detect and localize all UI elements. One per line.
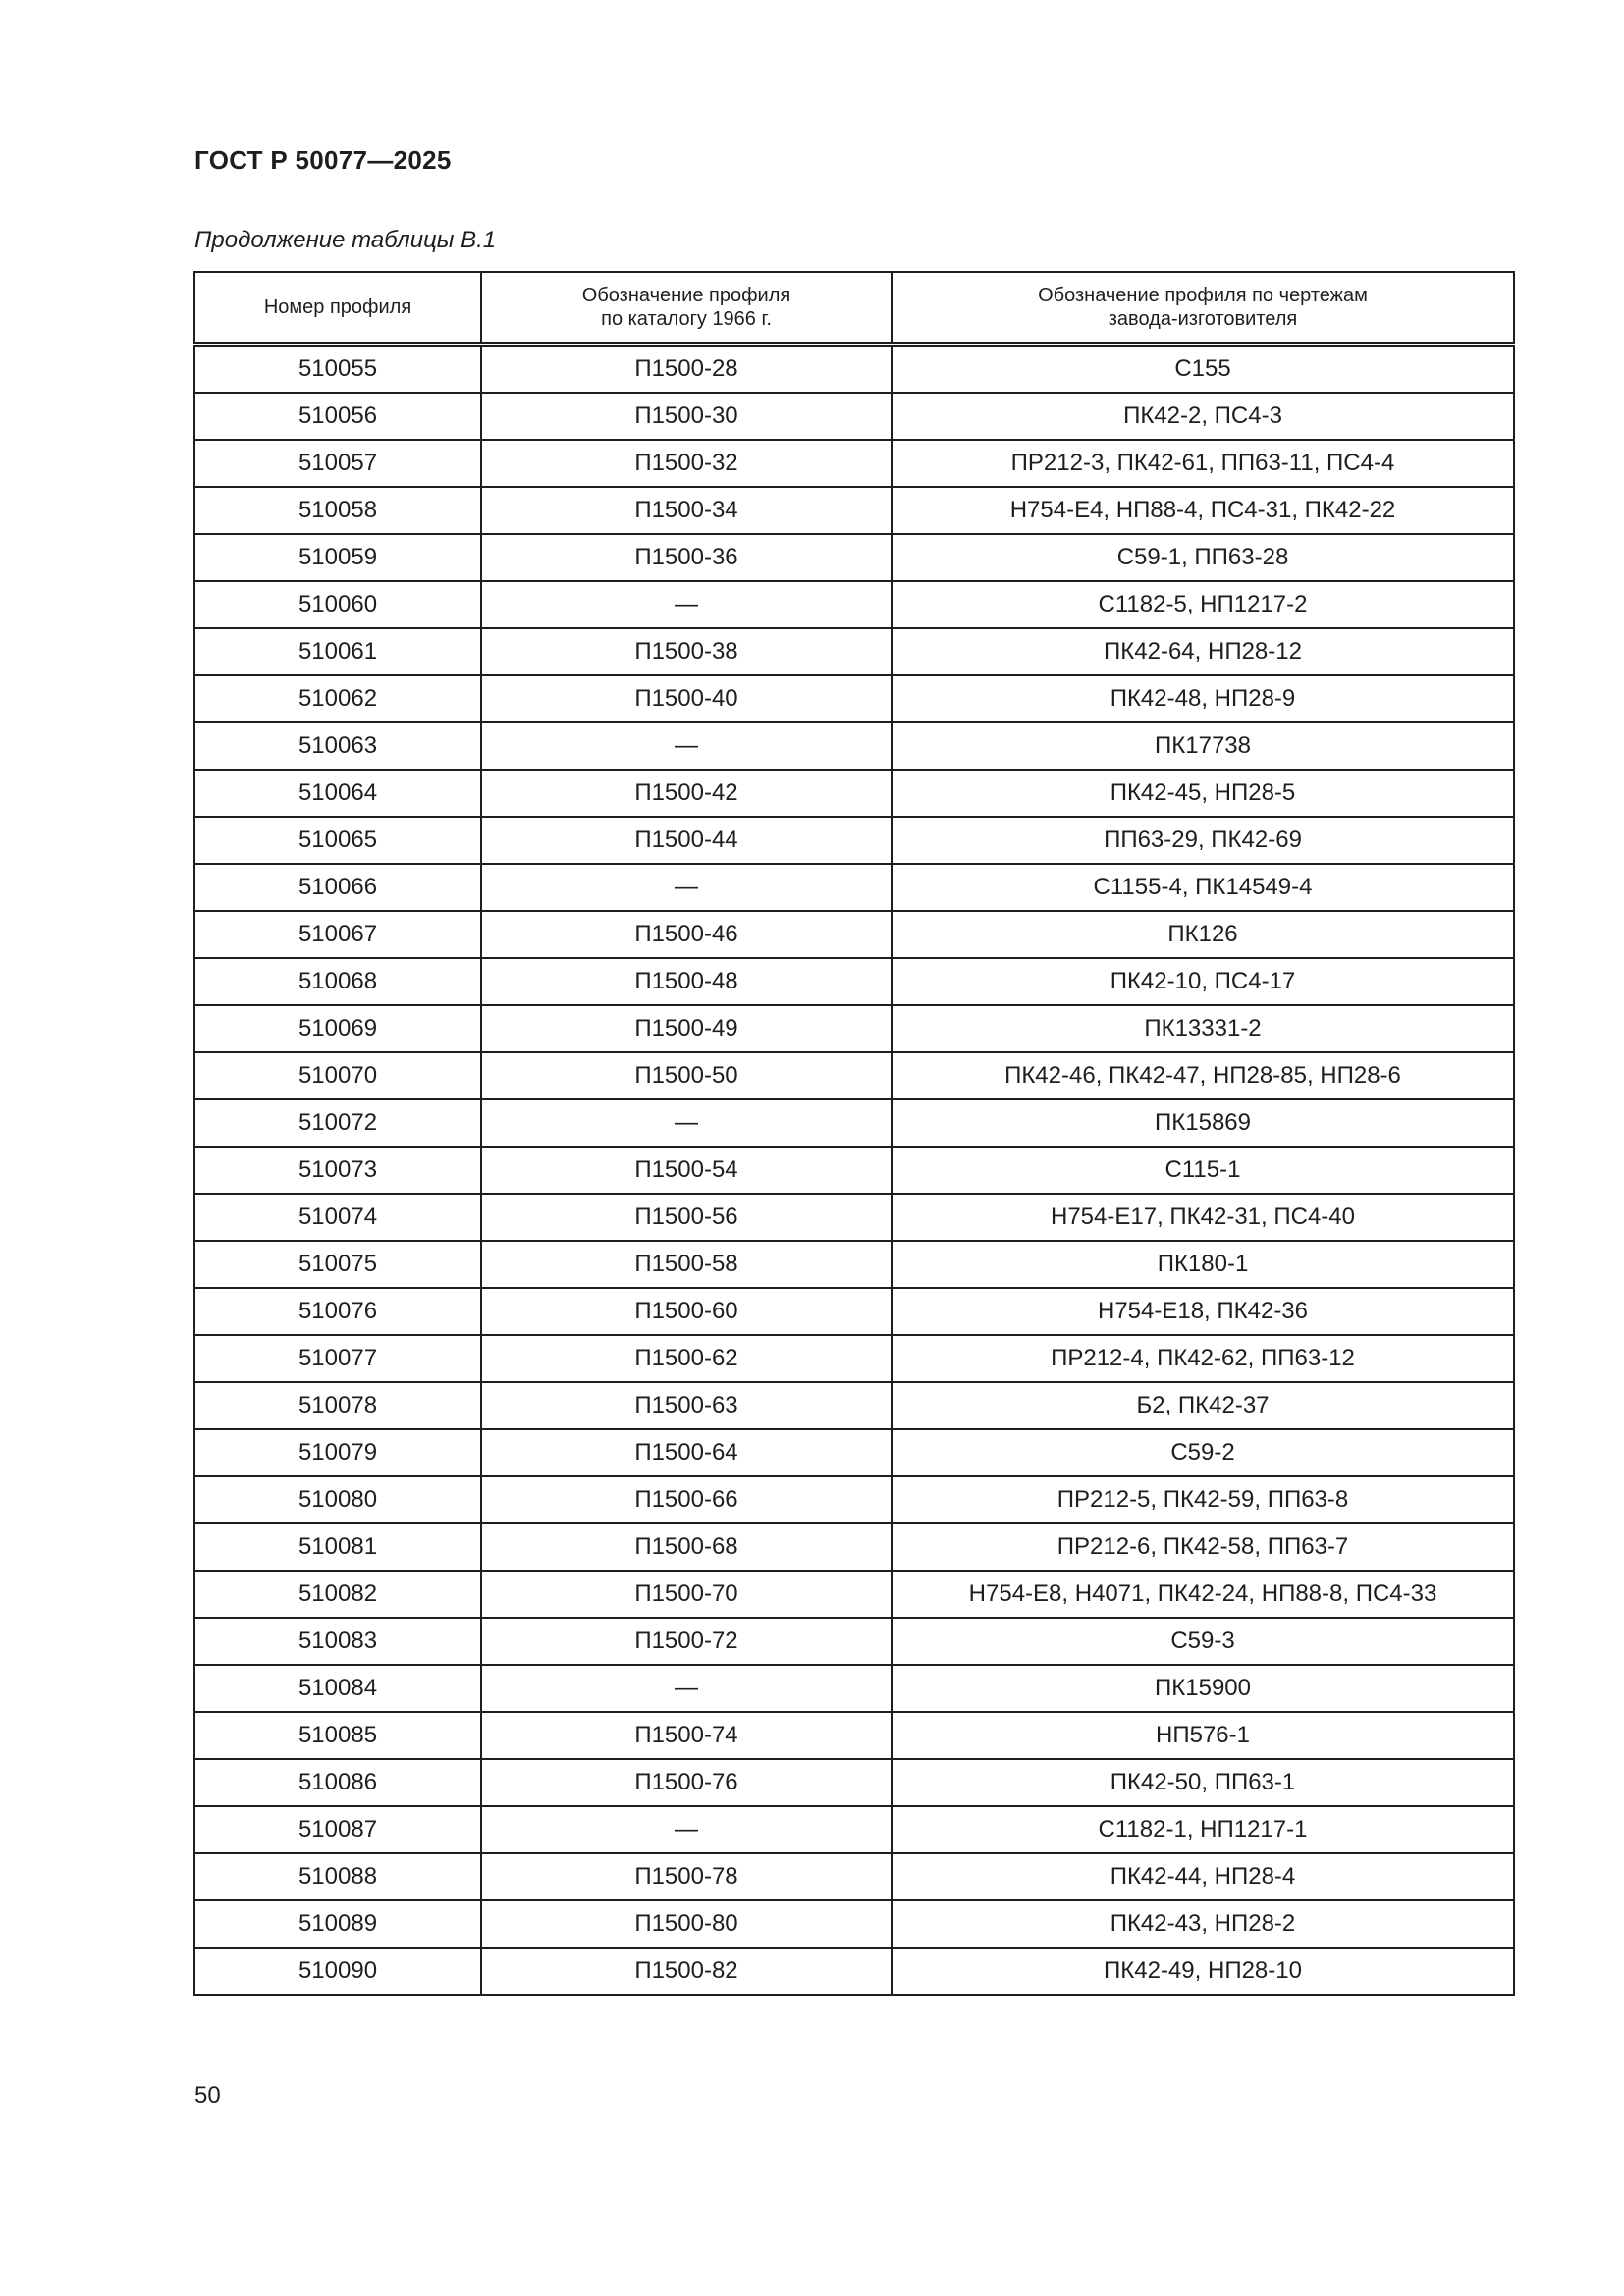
cell-factory-designation: Н754-Е8, Н4071, ПК42-24, НП88-8, ПС4-33 <box>892 1571 1514 1618</box>
page-number: 50 <box>194 2082 221 2109</box>
cell-profile-number: 510062 <box>194 675 481 722</box>
table-row <box>194 1005 1514 1052</box>
profile-table <box>193 271 1515 1996</box>
cell-profile-number: 510082 <box>194 1571 481 1618</box>
table-row <box>194 1288 1514 1335</box>
cell-factory-designation: С1182-1, НП1217-1 <box>892 1806 1514 1853</box>
cell-profile-number: 510059 <box>194 534 481 581</box>
cell-catalog-designation: — <box>481 1099 892 1147</box>
cell-profile-number: 510081 <box>194 1523 481 1571</box>
table-row <box>194 628 1514 675</box>
cell-profile-number: 510067 <box>194 911 481 958</box>
cell-profile-number: 510072 <box>194 1099 481 1147</box>
cell-profile-number: 510070 <box>194 1052 481 1099</box>
table-row <box>194 1618 1514 1665</box>
cell-factory-designation: С1155-4, ПК14549-4 <box>892 864 1514 911</box>
cell-catalog-designation: П1500-64 <box>481 1429 892 1476</box>
cell-profile-number: 510068 <box>194 958 481 1005</box>
table-row <box>194 1147 1514 1194</box>
table-row <box>194 1900 1514 1948</box>
cell-catalog-designation: — <box>481 581 892 628</box>
cell-profile-number: 510086 <box>194 1759 481 1806</box>
cell-factory-designation: ПК13331-2 <box>892 1005 1514 1052</box>
table-header-row <box>194 272 1514 345</box>
cell-profile-number: 510064 <box>194 770 481 817</box>
column-header-line: Номер профиля <box>263 296 412 318</box>
cell-profile-number: 510058 <box>194 487 481 534</box>
cell-catalog-designation: П1500-58 <box>481 1241 892 1288</box>
cell-factory-designation: ПК15869 <box>892 1099 1514 1147</box>
table-row <box>194 1052 1514 1099</box>
cell-catalog-designation: П1500-62 <box>481 1335 892 1382</box>
table-row <box>194 345 1514 394</box>
cell-factory-designation: Н754-Е4, НП88-4, ПС4-31, ПК42-22 <box>892 487 1514 534</box>
cell-profile-number: 510061 <box>194 628 481 675</box>
cell-catalog-designation: — <box>481 864 892 911</box>
cell-factory-designation: НП576-1 <box>892 1712 1514 1759</box>
cell-catalog-designation: П1500-30 <box>481 393 892 440</box>
cell-catalog-designation: П1500-34 <box>481 487 892 534</box>
cell-factory-designation: ПК42-44, НП28-4 <box>892 1853 1514 1900</box>
cell-profile-number: 510066 <box>194 864 481 911</box>
cell-profile-number: 510063 <box>194 722 481 770</box>
cell-catalog-designation: П1500-66 <box>481 1476 892 1523</box>
cell-profile-number: 510085 <box>194 1712 481 1759</box>
cell-profile-number: 510083 <box>194 1618 481 1665</box>
table-row <box>194 1948 1514 1995</box>
cell-factory-designation: С59-3 <box>892 1618 1514 1665</box>
cell-profile-number: 510073 <box>194 1147 481 1194</box>
cell-profile-number: 510065 <box>194 817 481 864</box>
cell-profile-number: 510084 <box>194 1665 481 1712</box>
table-row <box>194 675 1514 722</box>
cell-factory-designation: ПК42-10, ПС4-17 <box>892 958 1514 1005</box>
table-row <box>194 911 1514 958</box>
table-row <box>194 581 1514 628</box>
table-row <box>194 1335 1514 1382</box>
cell-factory-designation: ПК42-50, ПП63-1 <box>892 1759 1514 1806</box>
cell-factory-designation: ПР212-4, ПК42-62, ПП63-12 <box>892 1335 1514 1382</box>
table-row <box>194 1853 1514 1900</box>
cell-catalog-designation: П1500-42 <box>481 770 892 817</box>
cell-factory-designation: Н754-Е17, ПК42-31, ПС4-40 <box>892 1194 1514 1241</box>
column-header-catalog-designation <box>481 272 892 345</box>
cell-catalog-designation: П1500-82 <box>481 1948 892 1995</box>
cell-factory-designation: ПК42-48, НП28-9 <box>892 675 1514 722</box>
cell-factory-designation: С1182-5, НП1217-2 <box>892 581 1514 628</box>
table-caption: Продолжение таблицы В.1 <box>194 227 497 253</box>
table-row <box>194 864 1514 911</box>
cell-profile-number: 510078 <box>194 1382 481 1429</box>
cell-profile-number: 510075 <box>194 1241 481 1288</box>
cell-catalog-designation: П1500-28 <box>481 345 892 394</box>
table-row <box>194 440 1514 487</box>
cell-catalog-designation: П1500-38 <box>481 628 892 675</box>
cell-catalog-designation: — <box>481 1806 892 1853</box>
cell-catalog-designation: П1500-76 <box>481 1759 892 1806</box>
cell-catalog-designation: П1500-72 <box>481 1618 892 1665</box>
cell-catalog-designation: — <box>481 1665 892 1712</box>
cell-factory-designation: ПК42-46, ПК42-47, НП28-85, НП28-6 <box>892 1052 1514 1099</box>
cell-catalog-designation: П1500-68 <box>481 1523 892 1571</box>
cell-profile-number: 510077 <box>194 1335 481 1382</box>
cell-profile-number: 510080 <box>194 1476 481 1523</box>
cell-profile-number: 510060 <box>194 581 481 628</box>
cell-catalog-designation: П1500-80 <box>481 1900 892 1948</box>
cell-factory-designation: ПК42-45, НП28-5 <box>892 770 1514 817</box>
cell-profile-number: 510076 <box>194 1288 481 1335</box>
column-header-line: Обозначение профиля по чертежам <box>1038 285 1368 306</box>
table-row <box>194 722 1514 770</box>
table-row <box>194 1665 1514 1712</box>
cell-profile-number: 510087 <box>194 1806 481 1853</box>
table-row <box>194 1571 1514 1618</box>
cell-catalog-designation: П1500-49 <box>481 1005 892 1052</box>
cell-factory-designation: ПК42-64, НП28-12 <box>892 628 1514 675</box>
table-row <box>194 1712 1514 1759</box>
cell-profile-number: 510055 <box>194 345 481 394</box>
cell-catalog-designation: — <box>481 722 892 770</box>
cell-factory-designation: ПП63-29, ПК42-69 <box>892 817 1514 864</box>
table-row <box>194 393 1514 440</box>
cell-catalog-designation: П1500-32 <box>481 440 892 487</box>
cell-catalog-designation: П1500-74 <box>481 1712 892 1759</box>
table-row <box>194 1429 1514 1476</box>
cell-catalog-designation: П1500-54 <box>481 1147 892 1194</box>
cell-profile-number: 510079 <box>194 1429 481 1476</box>
table-row <box>194 1194 1514 1241</box>
cell-factory-designation: Н754-Е18, ПК42-36 <box>892 1288 1514 1335</box>
cell-profile-number: 510088 <box>194 1853 481 1900</box>
cell-catalog-designation: П1500-78 <box>481 1853 892 1900</box>
cell-catalog-designation: П1500-36 <box>481 534 892 581</box>
cell-factory-designation: С155 <box>892 345 1514 394</box>
cell-profile-number: 510089 <box>194 1900 481 1948</box>
table-row <box>194 817 1514 864</box>
cell-catalog-designation: П1500-46 <box>481 911 892 958</box>
cell-factory-designation: С59-1, ПП63-28 <box>892 534 1514 581</box>
table-row <box>194 1241 1514 1288</box>
cell-factory-designation: Б2, ПК42-37 <box>892 1382 1514 1429</box>
cell-profile-number: 510056 <box>194 393 481 440</box>
cell-factory-designation: С59-2 <box>892 1429 1514 1476</box>
cell-factory-designation: ПК126 <box>892 911 1514 958</box>
cell-catalog-designation: П1500-48 <box>481 958 892 1005</box>
cell-factory-designation: С115-1 <box>892 1147 1514 1194</box>
table-header <box>194 272 1514 345</box>
cell-factory-designation: ПК17738 <box>892 722 1514 770</box>
cell-catalog-designation: П1500-63 <box>481 1382 892 1429</box>
cell-factory-designation: ПР212-6, ПК42-58, ПП63-7 <box>892 1523 1514 1571</box>
table-row <box>194 534 1514 581</box>
cell-catalog-designation: П1500-70 <box>481 1571 892 1618</box>
table-row <box>194 770 1514 817</box>
cell-catalog-designation: П1500-40 <box>481 675 892 722</box>
table-row <box>194 487 1514 534</box>
cell-factory-designation: ПК42-43, НП28-2 <box>892 1900 1514 1948</box>
cell-factory-designation: ПК15900 <box>892 1665 1514 1712</box>
table-row <box>194 1759 1514 1806</box>
cell-profile-number: 510074 <box>194 1194 481 1241</box>
cell-catalog-designation: П1500-60 <box>481 1288 892 1335</box>
table-row <box>194 1476 1514 1523</box>
cell-factory-designation: ПК180-1 <box>892 1241 1514 1288</box>
column-header-line: по каталогу 1966 г. <box>601 308 772 330</box>
table-row <box>194 1382 1514 1429</box>
table-row <box>194 1099 1514 1147</box>
column-header-profile-number <box>194 272 481 345</box>
cell-catalog-designation: П1500-44 <box>481 817 892 864</box>
document-header: ГОСТ Р 50077—2025 <box>194 145 452 175</box>
cell-factory-designation: ПК42-2, ПС4-3 <box>892 393 1514 440</box>
column-header-line: Обозначение профиля <box>581 285 791 306</box>
cell-catalog-designation: П1500-56 <box>481 1194 892 1241</box>
column-header-line: завода-изготовителя <box>1108 308 1298 330</box>
table-row <box>194 1523 1514 1571</box>
cell-factory-designation: ПК42-49, НП28-10 <box>892 1948 1514 1995</box>
cell-factory-designation: ПР212-5, ПК42-59, ПП63-8 <box>892 1476 1514 1523</box>
cell-catalog-designation: П1500-50 <box>481 1052 892 1099</box>
table-row <box>194 1806 1514 1853</box>
cell-profile-number: 510069 <box>194 1005 481 1052</box>
cell-factory-designation: ПР212-3, ПК42-61, ПП63-11, ПС4-4 <box>892 440 1514 487</box>
cell-profile-number: 510090 <box>194 1948 481 1995</box>
table-row <box>194 958 1514 1005</box>
column-header-factory-designation <box>892 272 1514 345</box>
table-body <box>194 345 1514 1996</box>
cell-profile-number: 510057 <box>194 440 481 487</box>
